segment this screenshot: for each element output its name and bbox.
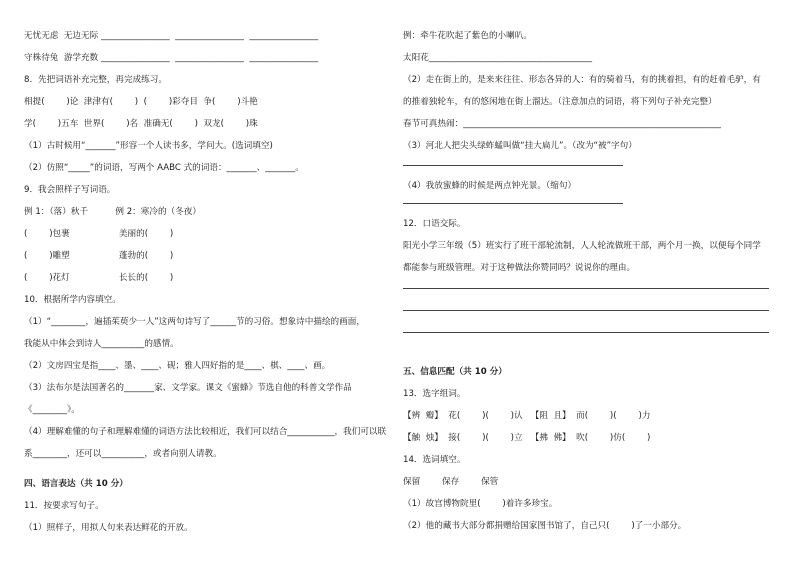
section-5-heading: 五、信息匹配（共 10 分） (403, 367, 507, 377)
question-10-title: 10．根据所学内容填空。 (24, 295, 121, 305)
q9-row-3: ( )花灯 长长的( ) (24, 273, 174, 283)
question-12-title: 12．口语交际。 (403, 219, 466, 229)
q8-sub-1: （1）古时候用“_______”形容一个人读书多，学问大。(选词填空) (24, 141, 273, 151)
q11-answer-2: 春节可真热闹：____________________________________________________________ (403, 119, 721, 129)
q11-sub-1: （1）照样子，用拟人句来表达鲜花的开放。 (24, 523, 193, 533)
q11-answer-line-4 (403, 203, 623, 204)
q10-sub-1-cont: 我能从中体会到诗人__________的感情。 (24, 339, 179, 349)
q14-sub-2: （2）他的藏书大部分都捐赠给国家图书馆了，自己只( )了一小部分。 (403, 521, 687, 531)
q10-sub-3-cont: 《________》。 (24, 405, 80, 415)
q11-sub-4: （4）我放蜜蜂的时候是两点钟光景。（缩句） (403, 181, 577, 191)
q11-answer-1: 太阳花______________________________________ (403, 53, 593, 63)
q11-sub-2: （2）走在街上的，是来来往往、形态各异的人：有的骑着马，有的挑着担，有的赶着毛驴，有 (403, 75, 761, 85)
q8-words-row-2: 学( )五车 世界( )名 准确无( ) 双龙( )珠 (24, 119, 258, 129)
q10-sub-4: （4）理解难懂的句子和理解难懂的词语方法比较相近，我们可以结合___________，我们可以联 (24, 427, 387, 437)
q13-row-2: 【触 烛】 接( )( )立 【拂 佛】 吹( )仿( ) (403, 433, 651, 443)
q10-sub-4-cont: 系________，还可以__________，或者向别人请教。 (24, 449, 222, 459)
question-14-title: 14．选词填空。 (403, 455, 466, 465)
q12-answer-line-1 (403, 288, 769, 289)
q14-sub-1: （1）故宫博物院里( )着许多珍宝。 (403, 499, 558, 509)
q10-sub-1: （1）“________，遍插茱萸少一人”这两句诗写了______节的习俗。想象诗中描绘的画面， (24, 317, 365, 327)
q11-sub-3: （3）河北人把尖头绿蚱蜢叫做“挂大扁儿”。（改为“被”字句） (403, 141, 637, 151)
q12-text-2: 都能参与班级管理。对于这种做法你赞同吗？说说你的理由。 (403, 263, 636, 273)
question-11-title: 11．按要求写句子。 (24, 501, 104, 511)
q10-sub-2: （2）文房四宝是指____、墨、____、砚；雅人四好指的是____、棋、____、画。 (24, 361, 331, 371)
q9-examples: 例 1：（落）秋千 例 2：寒冷的（冬夜） (24, 207, 201, 217)
question-8-title: 8．先把词语补充完整，再完成练习。 (24, 75, 167, 85)
idiom-row-1: 无忧无虑 无边无际 ________________ ________________ ________________ (24, 31, 319, 41)
q8-words-row-1: 相提( )论 津津有( ) ( )彩夺目 争( )斗艳 (24, 97, 258, 107)
q14-word-options: 保留 保存 保管 (403, 477, 499, 487)
question-9-title: 9．我会照样子写词语。 (24, 185, 116, 195)
q12-answer-line-3 (403, 332, 769, 333)
q11-example: 例：牵牛花吹起了紫色的小喇叭。 (403, 31, 532, 41)
question-13-title: 13．选字组词。 (403, 389, 466, 399)
q10-sub-3: （3）法布尔是法国著名的_______家、文学家。课文《蜜蜂》节选自他的科普文学作品 (24, 383, 352, 393)
q12-answer-line-2 (403, 310, 769, 311)
q13-row-1: 【辨 瓣】 花( )( )认 【阻 且】 而( )( )力 (403, 411, 651, 421)
q8-sub-2: （2）仿照“_____”的词语，写两个 AABC 式的词语：_______、_______。 (24, 163, 304, 173)
idiom-row-2: 守株待兔 游学充数 ________________ ________________ ________________ (24, 53, 319, 63)
section-4-heading: 四、语言表达（共 10 分） (24, 479, 128, 489)
q12-text-1: 阳光小学三年级（5）班实行了班干部轮流制，人人轮流做班干部，两个月一换，以便每个同学 (403, 241, 761, 251)
q9-row-1: ( )包裹 美丽的( ) (24, 229, 174, 239)
q11-answer-line-3 (403, 165, 623, 166)
q9-row-2: ( )雕塑 蓬勃的( ) (24, 251, 174, 261)
q11-sub-2-cont: 的推着独轮车，有的悠闲地在街上溜达。（注意加点的词语，将下列句子补充完整） (403, 97, 717, 107)
